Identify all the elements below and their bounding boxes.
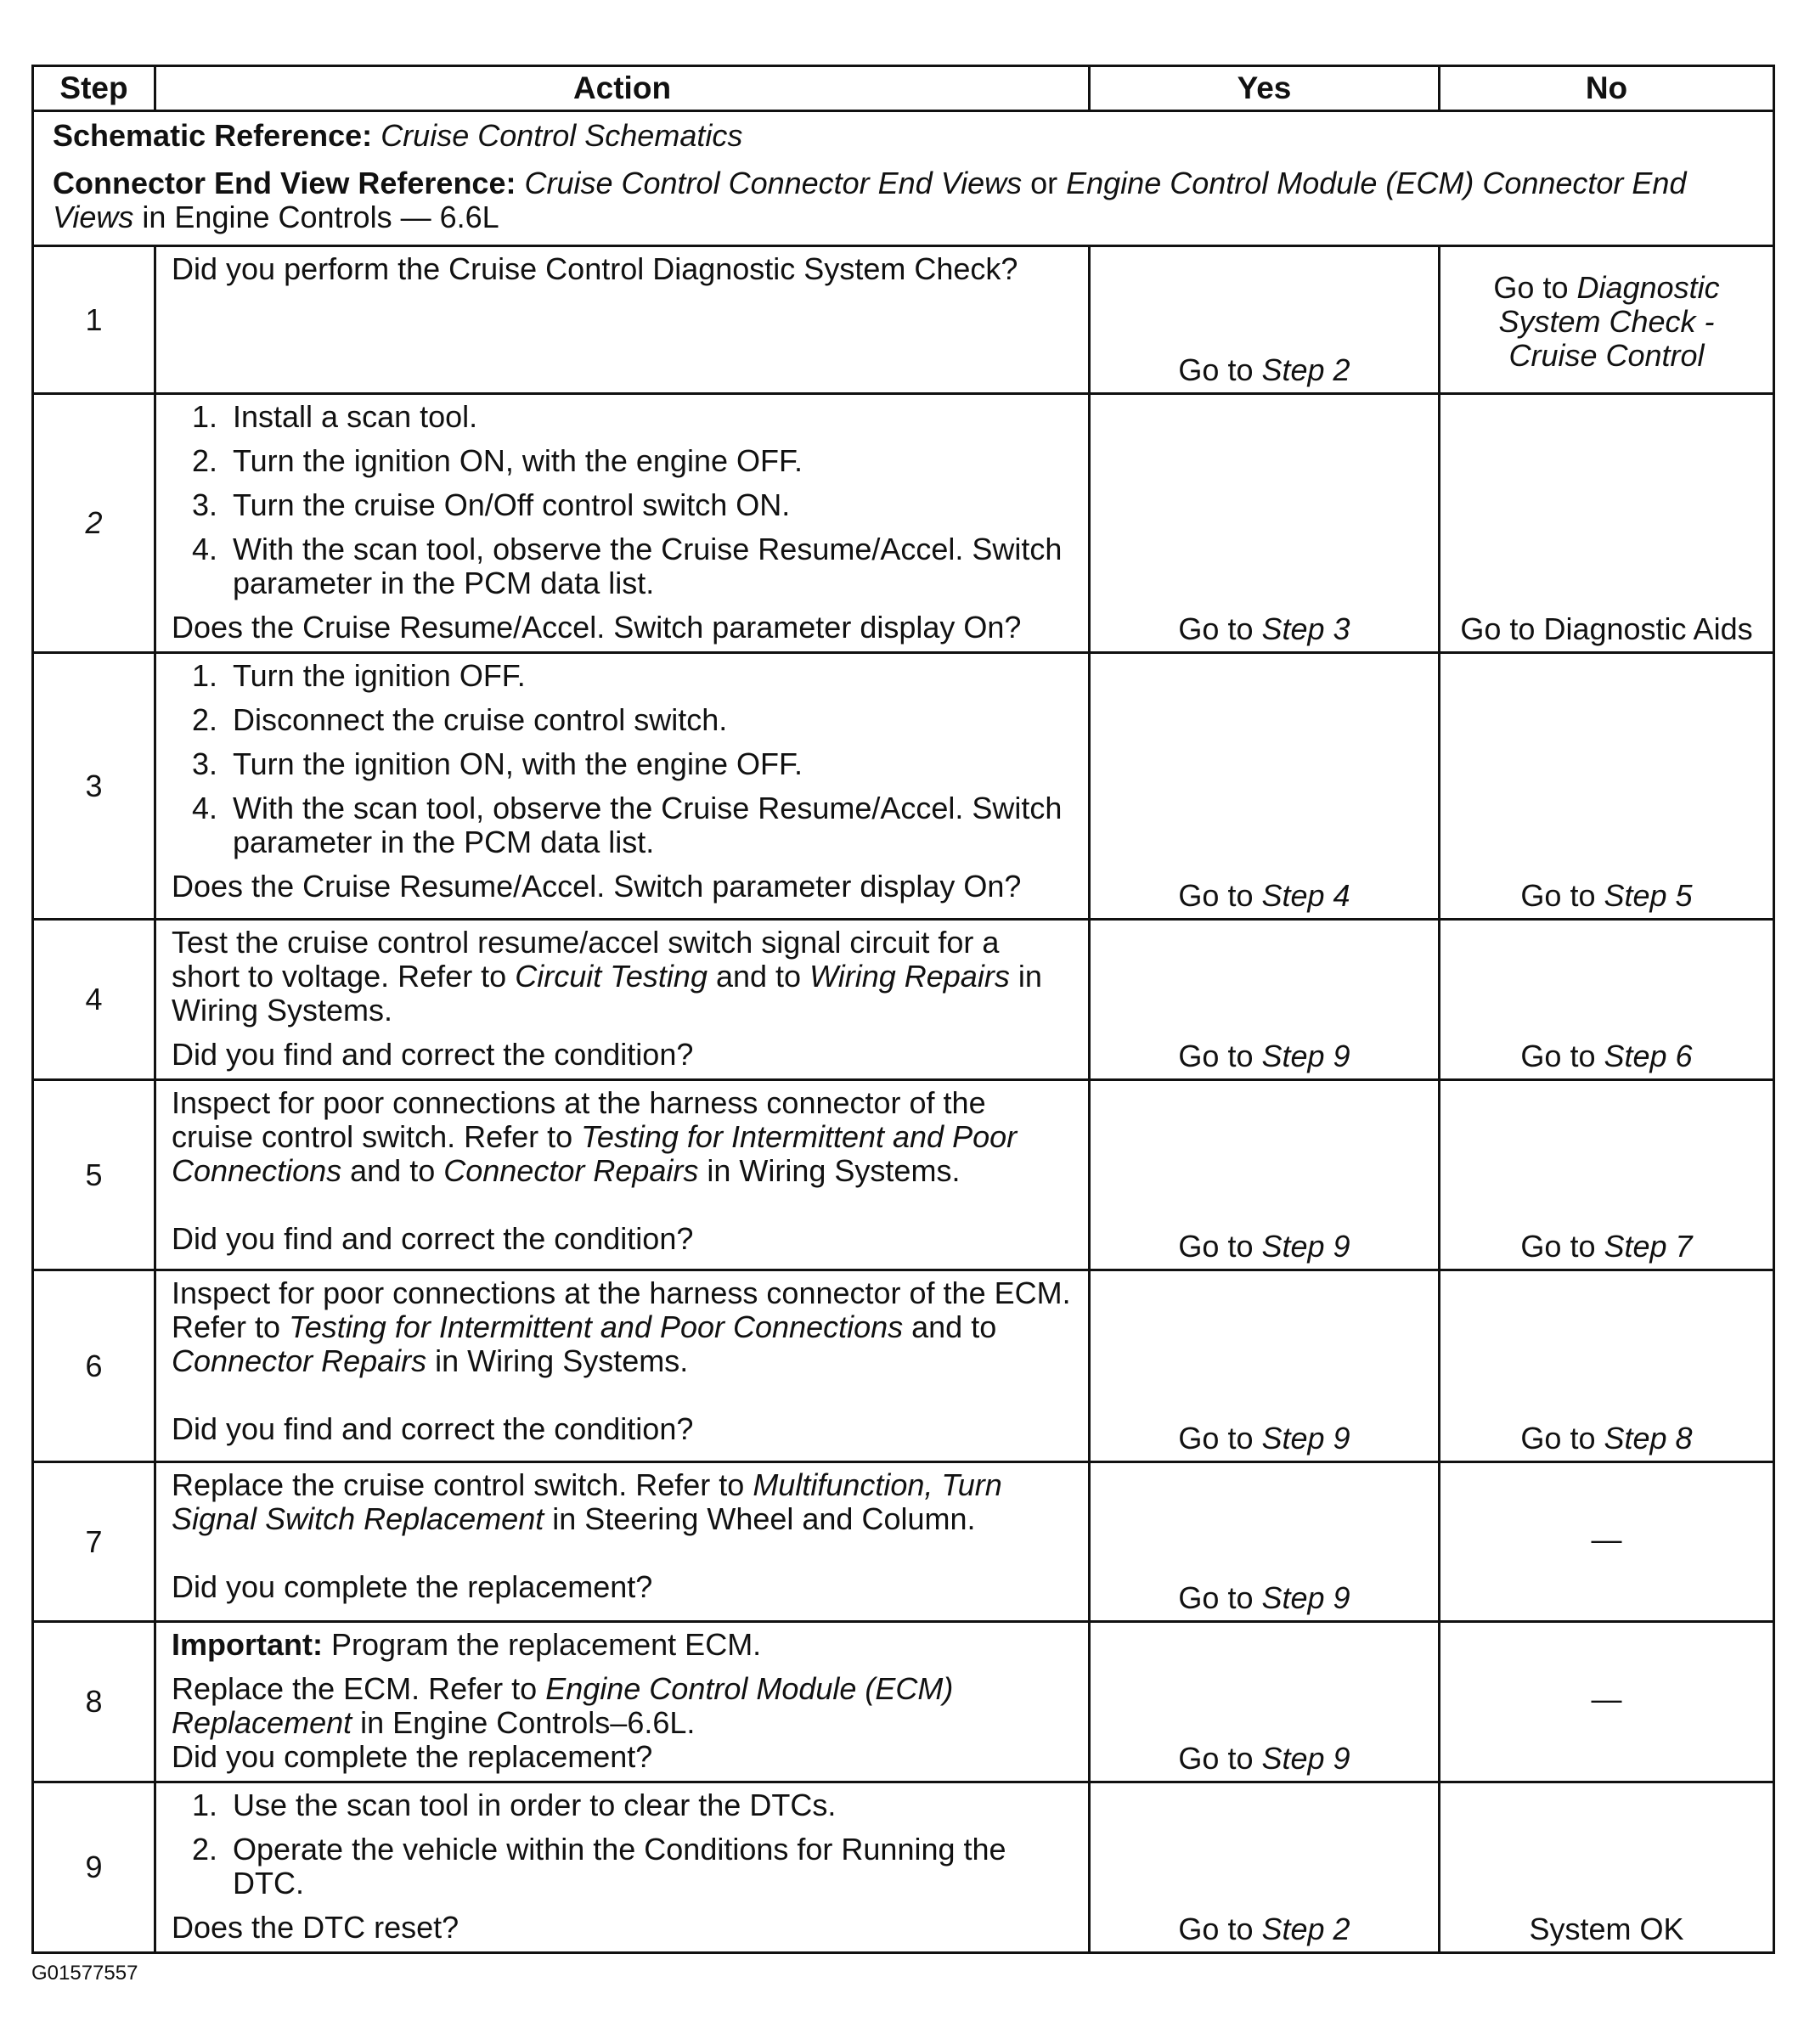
reference-row	[33, 111, 1774, 246]
step-number: 3	[33, 653, 155, 920]
action-cell	[155, 920, 1090, 1080]
no-cell	[1440, 1270, 1774, 1462]
action-cell	[155, 246, 1090, 394]
list-item: 1. Use the scan tool in order to clear the DTCs.	[226, 1788, 1073, 1822]
no-prefix: Go to	[1520, 878, 1604, 913]
schematic-link[interactable]: Cruise Control Schematics	[381, 118, 743, 153]
no-cell	[1440, 246, 1774, 394]
text-segment: in Steering Wheel and Column.	[544, 1501, 976, 1536]
text-segment: and to	[903, 1309, 997, 1344]
action-cell	[155, 1782, 1090, 1953]
table-row	[33, 1270, 1774, 1462]
yes-link[interactable]: Step 2	[1261, 1912, 1350, 1946]
list-item: 4. With the scan tool, observe the Cruise Resume/Accel. Switch parameter in the PCM data list.	[226, 532, 1073, 600]
text-segment: Inspect for poor connections at the harness connector of the ECM. Refer to	[172, 1275, 1071, 1344]
step-number: 4	[33, 920, 155, 1080]
reference-link[interactable]: Testing for Intermittent and Poor Connections	[289, 1309, 904, 1344]
yes-link[interactable]: Step 9	[1261, 1580, 1350, 1615]
no-dash: —	[1591, 1681, 1622, 1716]
text-segment: in Wiring Systems.	[698, 1153, 961, 1188]
reference-link[interactable]: Connector Repairs	[443, 1153, 699, 1188]
question-text: Does the DTC reset?	[172, 1910, 459, 1945]
no-prefix: Go to	[1520, 1039, 1604, 1073]
no-link[interactable]: Step 8	[1604, 1421, 1693, 1456]
action-cell	[155, 1080, 1090, 1270]
text-segment: Replace the ECM. Refer to	[172, 1671, 546, 1706]
yes-cell	[1090, 1270, 1440, 1462]
no-link[interactable]: Step 5	[1604, 878, 1693, 913]
yes-cell	[1090, 246, 1440, 394]
question-text: Did you complete the replacement?	[172, 1569, 653, 1604]
reference-link[interactable]: Circuit Testing	[515, 959, 708, 994]
schematic-label: Schematic Reference:	[53, 118, 373, 153]
action-cell	[155, 1270, 1090, 1462]
no-link[interactable]: Go to Diagnostic Aids	[1460, 611, 1753, 646]
no-cell	[1440, 1782, 1774, 1953]
yes-prefix: Go to	[1178, 1039, 1262, 1073]
step-number: 7	[33, 1462, 155, 1622]
connector-link-2[interactable]: Engine Control Module (ECM) Connector End Views	[53, 166, 1687, 234]
instruction-list	[172, 1788, 1073, 1900]
no-result: System OK	[1529, 1912, 1684, 1946]
connector-label: Connector End View Reference:	[53, 166, 516, 200]
yes-prefix: Go to	[1178, 611, 1262, 646]
yes-prefix: Go to	[1178, 1421, 1262, 1456]
reference-link[interactable]: Connector Repairs	[172, 1343, 427, 1378]
header-action: Action	[155, 66, 1090, 111]
header-step: Step	[33, 66, 155, 111]
no-cell	[1440, 653, 1774, 920]
diagnostic-table	[31, 65, 1775, 1954]
yes-cell	[1090, 653, 1440, 920]
text-segment: in Engine Controls–6.6L.	[352, 1705, 696, 1740]
yes-cell	[1090, 1462, 1440, 1622]
reference-link[interactable]: Multifunction, Turn Signal Switch Replacement	[172, 1467, 1002, 1536]
text-segment: and to	[707, 959, 810, 994]
no-prefix: Go to	[1493, 270, 1577, 305]
list-item: 3. Turn the cruise On/Off control switch ON.	[226, 488, 1073, 522]
figure-code: G01577557	[31, 1962, 138, 1985]
question-text: Did you find and correct the condition?	[172, 1037, 694, 1072]
reference-cell	[33, 111, 1774, 246]
action-text	[172, 1276, 1073, 1378]
text-segment: in Wiring Systems.	[426, 1343, 689, 1378]
step-number: 9	[33, 1782, 155, 1953]
table-row	[33, 1080, 1774, 1270]
connector-suffix: in Engine Controls — 6.6L	[133, 200, 499, 234]
action-text	[172, 1086, 1073, 1188]
schematic-reference	[53, 119, 1754, 153]
action-text	[172, 1672, 1073, 1740]
connector-link-1[interactable]: Cruise Control Connector End Views	[524, 166, 1023, 200]
important-label: Important:	[172, 1627, 323, 1662]
table-row	[33, 394, 1774, 653]
table-row	[33, 653, 1774, 920]
question-text: Did you find and correct the condition?	[172, 1221, 694, 1256]
text-segment: Test the cruise control resume/accel switch signal circuit for a short to voltage. Refer to	[172, 925, 1000, 994]
no-cell	[1440, 1622, 1774, 1782]
question-text: Did you complete the replacement?	[172, 1739, 653, 1774]
header-no: No	[1440, 66, 1774, 111]
text-segment: in Wiring Systems.	[172, 959, 1042, 1028]
yes-link[interactable]: Step 9	[1261, 1229, 1350, 1264]
step-number: 1	[33, 246, 155, 394]
action-cell	[155, 394, 1090, 653]
action-cell	[155, 1462, 1090, 1622]
important-text: Program the replacement ECM.	[322, 1627, 762, 1662]
action-text	[172, 1468, 1073, 1536]
yes-link[interactable]: Step 9	[1261, 1741, 1350, 1776]
header-row	[33, 66, 1774, 111]
question-text: Did you find and correct the condition?	[172, 1411, 694, 1446]
question-text: Does the Cruise Resume/Accel. Switch parameter display On?	[172, 869, 1022, 904]
yes-cell	[1090, 1782, 1440, 1953]
list-item: 1. Turn the ignition OFF.	[226, 659, 1073, 693]
instruction-list	[172, 400, 1073, 600]
list-item: 4. With the scan tool, observe the Cruise Resume/Accel. Switch parameter in the PCM data list.	[226, 791, 1073, 859]
no-dash: —	[1591, 1521, 1622, 1557]
yes-link[interactable]: Step 9	[1261, 1039, 1350, 1073]
reference-link[interactable]: Testing for Intermittent and Poor Connections	[172, 1119, 1018, 1188]
yes-link[interactable]: Step 3	[1261, 611, 1350, 646]
text-segment: Replace the cruise control switch. Refer to	[172, 1467, 753, 1502]
question-text: Did you perform the Cruise Control Diagnostic System Check?	[172, 251, 1018, 286]
yes-cell	[1090, 1622, 1440, 1782]
no-prefix: Go to	[1520, 1229, 1604, 1264]
instruction-list	[172, 659, 1073, 859]
table-row	[33, 920, 1774, 1080]
table-row	[33, 246, 1774, 394]
yes-link[interactable]: Step 2	[1261, 352, 1350, 387]
yes-cell	[1090, 920, 1440, 1080]
list-item: 3. Turn the ignition ON, with the engine OFF.	[226, 747, 1073, 781]
list-item: 2. Operate the vehicle within the Conditions for Running the DTC.	[226, 1833, 1073, 1900]
header-yes: Yes	[1090, 66, 1440, 111]
connector-reference	[53, 166, 1754, 234]
yes-prefix: Go to	[1178, 1741, 1262, 1776]
table-row	[33, 1782, 1774, 1953]
no-cell	[1440, 920, 1774, 1080]
list-item: 1. Install a scan tool.	[226, 400, 1073, 434]
reference-link[interactable]: Engine Control Module (ECM) Replacement	[172, 1671, 954, 1740]
list-item: 2. Disconnect the cruise control switch.	[226, 703, 1073, 737]
yes-prefix: Go to	[1178, 1912, 1262, 1946]
text-segment: Inspect for poor connections at the harness connector of the cruise control switch. Refer to	[172, 1085, 986, 1154]
question-text: Does the Cruise Resume/Accel. Switch parameter display On?	[172, 610, 1022, 645]
step-number: 2	[33, 394, 155, 653]
no-link[interactable]: Diagnostic System Check - Cruise Control	[1498, 270, 1720, 373]
yes-prefix: Go to	[1178, 352, 1262, 387]
yes-link[interactable]: Step 9	[1261, 1421, 1350, 1456]
yes-prefix: Go to	[1178, 878, 1262, 913]
no-cell	[1440, 394, 1774, 653]
list-item: 2. Turn the ignition ON, with the engine OFF.	[226, 444, 1073, 478]
no-link[interactable]: Step 6	[1604, 1039, 1693, 1073]
no-cell	[1440, 1080, 1774, 1270]
action-cell	[155, 653, 1090, 920]
yes-cell	[1090, 394, 1440, 653]
important-note	[172, 1628, 1073, 1662]
step-number: 5	[33, 1080, 155, 1270]
yes-prefix: Go to	[1178, 1580, 1262, 1615]
no-cell	[1440, 1462, 1774, 1622]
step-number: 6	[33, 1270, 155, 1462]
yes-link[interactable]: Step 4	[1261, 878, 1350, 913]
text-segment: and to	[341, 1153, 444, 1188]
no-prefix: Go to	[1520, 1421, 1604, 1456]
no-link[interactable]: Step 7	[1604, 1229, 1693, 1264]
reference-link[interactable]: Wiring Repairs	[809, 959, 1010, 994]
action-text	[172, 926, 1073, 1028]
connector-or: or	[1022, 166, 1067, 200]
table-row	[33, 1462, 1774, 1622]
action-cell	[155, 1622, 1090, 1782]
yes-cell	[1090, 1080, 1440, 1270]
table-row	[33, 1622, 1774, 1782]
step-number: 8	[33, 1622, 155, 1782]
yes-prefix: Go to	[1178, 1229, 1262, 1264]
